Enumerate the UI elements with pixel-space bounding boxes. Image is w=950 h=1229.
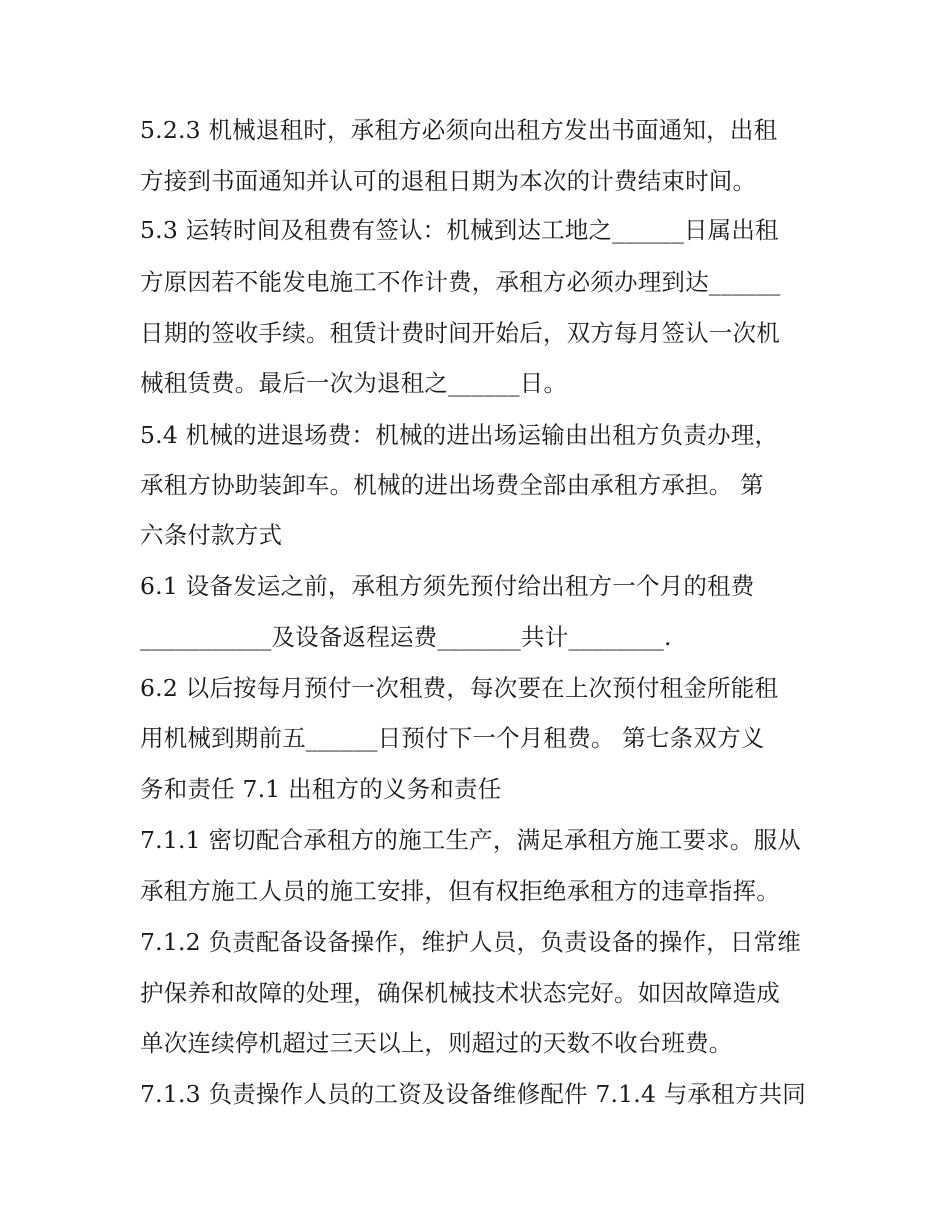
section-heading: 六条付款方式	[140, 521, 283, 549]
text-line: 6.1 设备发运之前，承租方须先预付给出租方一个月的租费	[140, 572, 755, 600]
text-line: 单次连续停机超过三天以上，则超过的天数不收台班费。	[140, 1029, 733, 1057]
text-line: 承租方施工人员的施工安排，但有权拒绝承租方的违章指挥。	[140, 877, 780, 905]
text-line: 用机械到期前五______日预付下一个月租费。 第七条双方义	[140, 724, 765, 752]
text-line: 7.1.2 负责配备设备操作，维护人员，负责设备的操作，日常维	[140, 928, 801, 956]
text-line: 械租赁费。最后一次为退租之______日。	[140, 369, 568, 397]
text-line: 5.2.3 机械退租时，承租方必须向出租方发出书面通知，出租	[140, 116, 778, 144]
text-line: 7.1.1 密切配合承租方的施工生产，满足承租方施工要求。服从	[140, 826, 801, 854]
text-line: 日期的签收手续。租赁计费时间开始后，双方每月签认一次机	[140, 319, 780, 347]
text-line: 6.2 以后按每月预付一次租费，每次要在上次预付租金所能租	[140, 674, 779, 702]
text-line: ___________及设备返程运费_______共计________.	[140, 623, 672, 651]
text-line: 方接到书面通知并认可的退租日期为本次的计费结束时间。	[140, 167, 757, 195]
text-line: 护保养和故障的处理，确保机械技术状态完好。如因故障造成	[140, 979, 780, 1007]
text-line: 5.3 运转时间及租费有签认：机械到达工地之______日属出租	[140, 216, 779, 244]
text-line: 务和责任 7.1 出租方的义务和责任	[140, 775, 502, 803]
text-line: 7.1.3 负责操作人员的工资及设备维修配件 7.1.4 与承租方共同	[140, 1080, 806, 1108]
text-line: 方原因若不能发电施工不作计费，承租方必须办理到达______	[140, 268, 781, 296]
text-line: 承租方协助装卸车。机械的进出场费全部由承租方承担。 第	[140, 471, 764, 499]
text-line: 5.4 机械的进退场费：机械的进出场运输由出租方负责办理，	[140, 421, 779, 449]
